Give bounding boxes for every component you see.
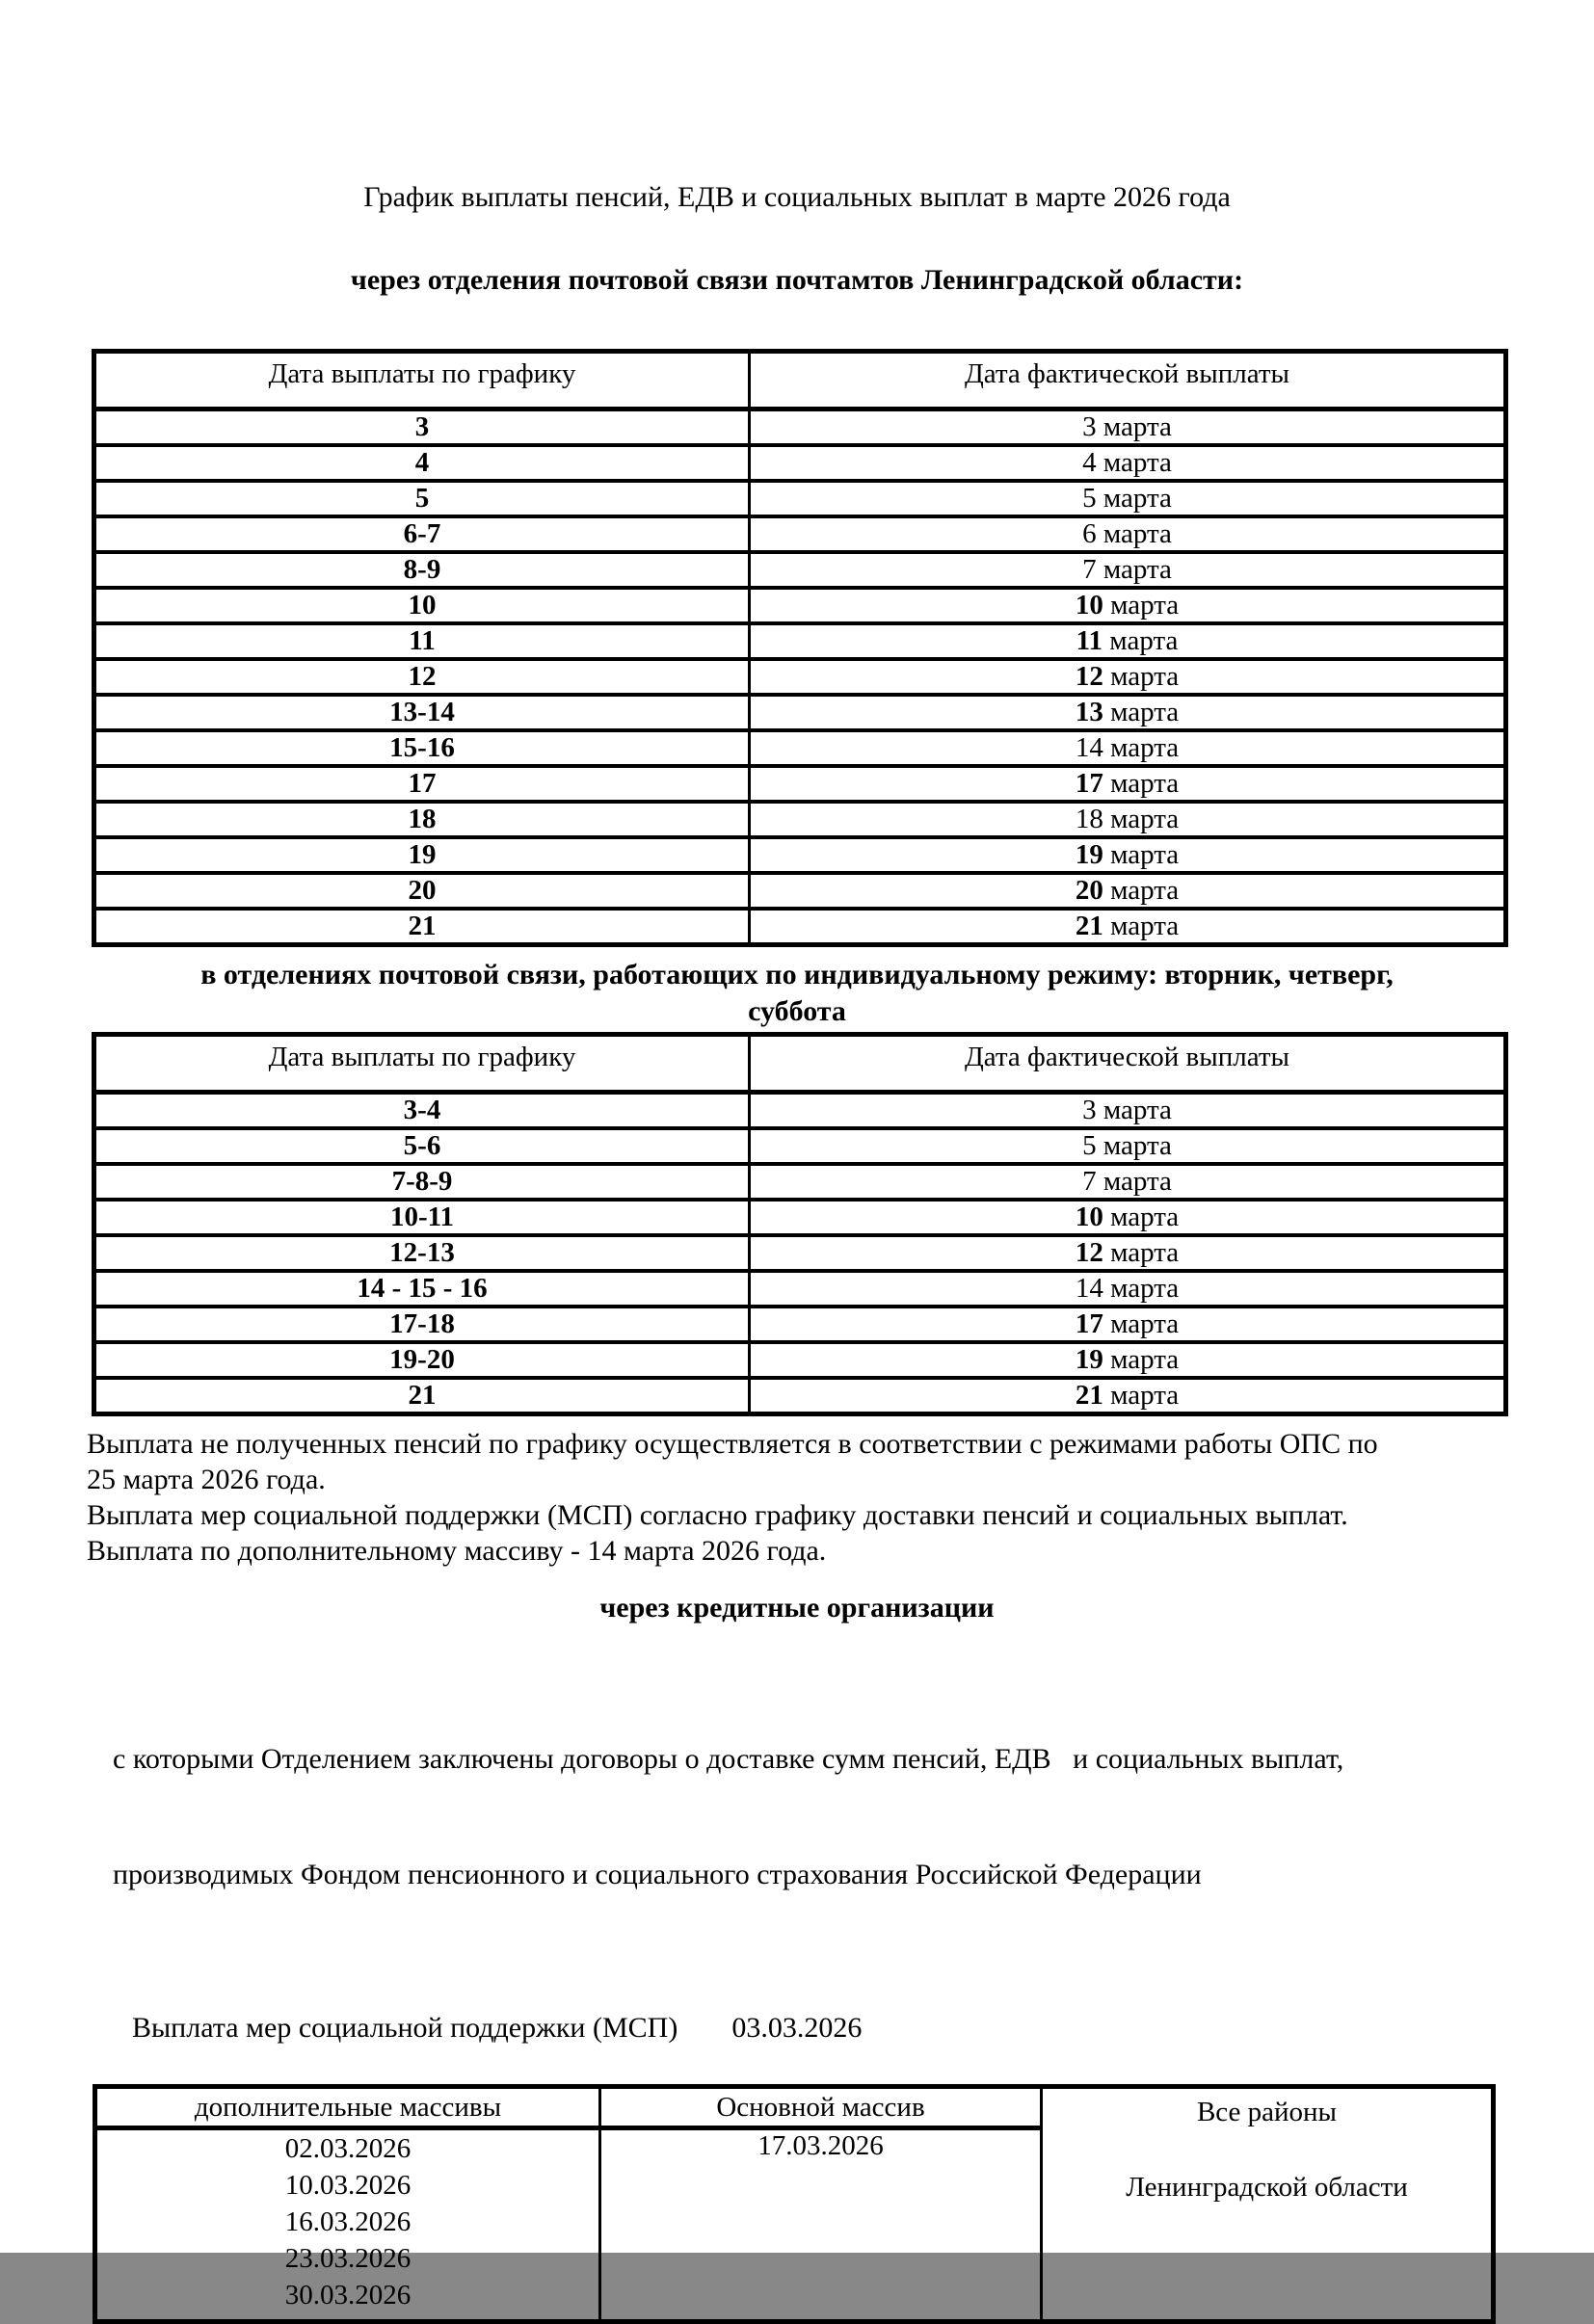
credit-intro-paragraph xyxy=(113,1663,1520,1971)
all-districts-cell xyxy=(1042,2087,1494,2322)
column-header-planned-date: Дата выплаты по графику xyxy=(94,1035,750,1093)
note-line: 25 марта 2026 года. xyxy=(87,1464,326,1495)
actual-date-cell: 7 марта xyxy=(750,1164,1506,1200)
planned-date-cell: 15-16 xyxy=(94,730,750,766)
region-name: Ленинградской области xyxy=(1126,2172,1408,2203)
column-header-planned-date: Дата выплаты по графику xyxy=(94,352,750,409)
actual-date-cell: 14 марта xyxy=(750,730,1506,766)
actual-date-cell: 19 марта xyxy=(750,837,1506,873)
column-header-main-array: Основной массив xyxy=(600,2087,1042,2128)
credit-section-heading: через кредитные организации xyxy=(599,1592,995,1624)
post-office-schedule-table xyxy=(92,349,1508,947)
planned-date-cell: 4 xyxy=(94,445,750,481)
actual-date-cell: 3 марта xyxy=(750,409,1506,446)
additional-array-date: 02.03.2026 xyxy=(284,2133,412,2164)
planned-date-cell: 5-6 xyxy=(94,1128,750,1164)
table-header-row xyxy=(95,2087,1494,2128)
actual-date-cell: 3 марта xyxy=(750,1093,1506,1129)
planned-date-cell: 12-13 xyxy=(94,1235,750,1271)
credit-intro-line1: с которыми Отделением заключены договоры о доставке сумм пенсий, ЕДВ и социальных выплат, xyxy=(113,1743,1344,1775)
post-section-heading: через отделения почтовой связи почтамтов Ленинградской области: xyxy=(350,264,1244,296)
table-row xyxy=(94,1128,1506,1164)
actual-date-cell: 17 марта xyxy=(750,766,1506,802)
actual-date-cell: 20 марта xyxy=(750,873,1506,909)
actual-date-cell: 4 марта xyxy=(750,445,1506,481)
table-row xyxy=(94,1271,1506,1307)
table-header-row xyxy=(94,352,1506,409)
actual-date-cell: 21 марта xyxy=(750,909,1506,945)
planned-date-cell: 10-11 xyxy=(94,1200,750,1235)
additional-dates-cell xyxy=(95,2128,600,2322)
note-line: Выплата мер социальной поддержки (МСП) согласно графику доставки пенсий и социальных выплат. xyxy=(87,1499,1348,1531)
planned-date-cell: 6-7 xyxy=(94,516,750,552)
planned-date-cell: 3 xyxy=(94,409,750,446)
column-header-additional-arrays: дополнительные массивы xyxy=(95,2087,600,2128)
planned-date-cell: 21 xyxy=(94,909,750,945)
planned-date-cell: 8-9 xyxy=(94,552,750,588)
planned-date-cell: 18 xyxy=(94,802,750,837)
additional-array-date: 16.03.2026 xyxy=(284,2206,412,2237)
table-row xyxy=(94,623,1506,659)
additional-array-date: 23.03.2026 xyxy=(284,2243,412,2274)
actual-date-cell: 14 марта xyxy=(750,1271,1506,1307)
note-line: Выплата по дополнительному массиву - 14 марта 2026 года. xyxy=(87,1535,827,1567)
individual-mode-heading xyxy=(0,957,1594,1030)
table-row xyxy=(94,659,1506,695)
planned-date-cell: 3-4 xyxy=(94,1093,750,1129)
individual-mode-heading-line2: суббота xyxy=(748,995,846,1027)
table-row xyxy=(94,802,1506,837)
table-row xyxy=(94,1235,1506,1271)
table-row xyxy=(94,552,1506,588)
msp-payment-line xyxy=(132,2010,1594,2047)
actual-date-cell: 19 марта xyxy=(750,1342,1506,1378)
planned-date-cell: 13-14 xyxy=(94,695,750,730)
table-row xyxy=(94,1164,1506,1200)
actual-date-cell: 21 марта xyxy=(750,1378,1506,1414)
all-districts-label: Все районы xyxy=(1196,2097,1338,2127)
actual-date-cell: 13 марта xyxy=(750,695,1506,730)
actual-date-cell: 6 марта xyxy=(750,516,1506,552)
msp-payment-label: Выплата мер социальной поддержки (МСП) xyxy=(132,2012,678,2044)
actual-date-cell: 7 марта xyxy=(750,552,1506,588)
actual-date-cell: 11 марта xyxy=(750,623,1506,659)
table-row xyxy=(94,873,1506,909)
credit-organizations-table xyxy=(93,2084,1496,2324)
main-array-date-cell: 17.03.2026 xyxy=(600,2128,1042,2322)
actual-date-cell: 18 марта xyxy=(750,802,1506,837)
table-row xyxy=(94,730,1506,766)
planned-date-cell: 10 xyxy=(94,588,750,623)
table-row xyxy=(94,1342,1506,1378)
table-row xyxy=(94,1200,1506,1235)
additional-array-date: 10.03.2026 xyxy=(284,2170,412,2201)
actual-date-cell: 10 марта xyxy=(750,1200,1506,1235)
planned-date-cell: 17 xyxy=(94,766,750,802)
table-row xyxy=(94,1378,1506,1414)
individual-mode-schedule-table xyxy=(92,1032,1508,1416)
table-row xyxy=(94,695,1506,730)
table-row xyxy=(94,481,1506,516)
actual-date-cell: 17 марта xyxy=(750,1307,1506,1342)
actual-date-cell: 5 марта xyxy=(750,1128,1506,1164)
column-header-actual-date: Дата фактической выплаты xyxy=(750,1035,1506,1093)
planned-date-cell: 7-8-9 xyxy=(94,1164,750,1200)
column-header-actual-date: Дата фактической выплаты xyxy=(750,352,1506,409)
notes-block xyxy=(87,1426,1561,1569)
table-row xyxy=(94,766,1506,802)
table-row xyxy=(94,409,1506,446)
additional-array-date: 30.03.2026 xyxy=(284,2280,412,2311)
table-row xyxy=(94,1093,1506,1129)
table-row xyxy=(94,1307,1506,1342)
planned-date-cell: 19-20 xyxy=(94,1342,750,1378)
msp-payment-date: 03.03.2026 xyxy=(731,2012,863,2044)
table-row xyxy=(94,909,1506,945)
planned-date-cell: 12 xyxy=(94,659,750,695)
table-row xyxy=(94,516,1506,552)
page-title: График выплаты пенсий, ЕДВ и социальных выплат в марте 2026 года xyxy=(363,181,1231,213)
note-line: Выплата не полученных пенсий по графику осуществляется в соответствии с режимами работы ОПС по xyxy=(87,1428,1378,1460)
table-row xyxy=(94,837,1506,873)
actual-date-cell: 12 марта xyxy=(750,659,1506,695)
planned-date-cell: 20 xyxy=(94,873,750,909)
credit-intro-line2: производимых Фондом пенсионного и социального страхования Российской Федерации xyxy=(113,1859,1202,1890)
table-row xyxy=(94,445,1506,481)
planned-date-cell: 17-18 xyxy=(94,1307,750,1342)
actual-date-cell: 12 марта xyxy=(750,1235,1506,1271)
table-row xyxy=(94,588,1506,623)
actual-date-cell: 5 марта xyxy=(750,481,1506,516)
planned-date-cell: 21 xyxy=(94,1378,750,1414)
table-header-row xyxy=(94,1035,1506,1093)
planned-date-cell: 11 xyxy=(94,623,750,659)
planned-date-cell: 5 xyxy=(94,481,750,516)
individual-mode-heading-line1: в отделениях почтовой связи, работающих по индивидуальному режиму: вторник, четверг, xyxy=(200,959,1394,990)
planned-date-cell: 19 xyxy=(94,837,750,873)
planned-date-cell: 14 - 15 - 16 xyxy=(94,1271,750,1307)
actual-date-cell: 10 марта xyxy=(750,588,1506,623)
